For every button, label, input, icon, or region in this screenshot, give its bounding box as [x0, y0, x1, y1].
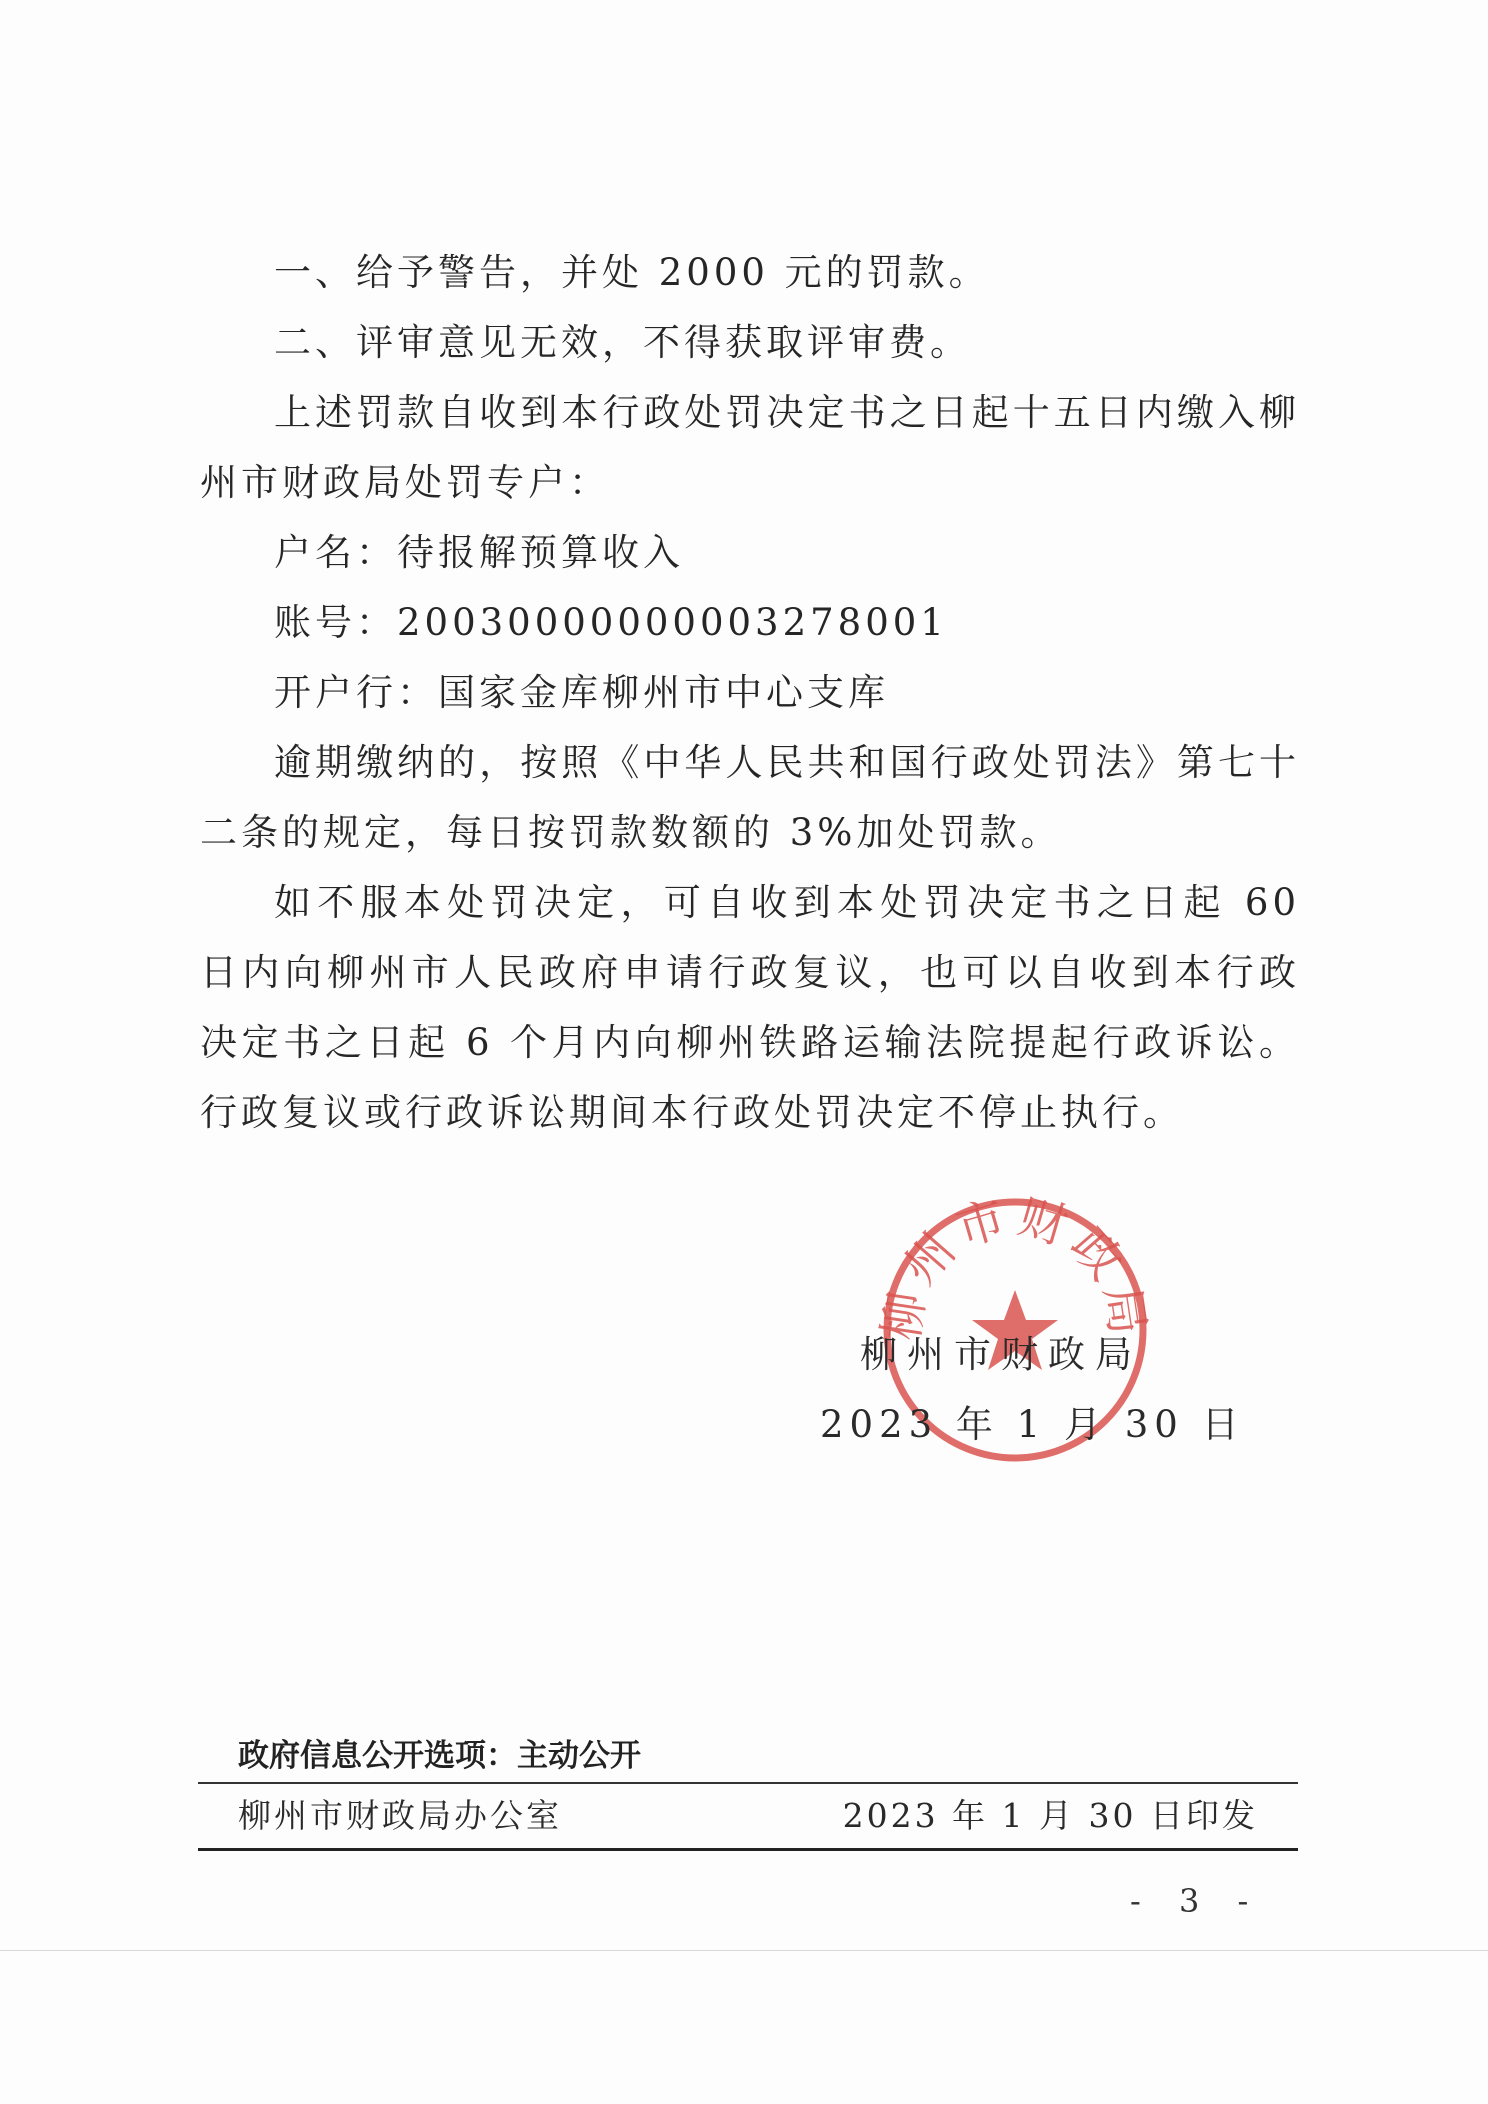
seal-text: 柳州市财政局 — [873, 1188, 1157, 1345]
penalty-item-1: 一、给予警告，并处 2000 元的罚款。 — [274, 251, 990, 294]
page-bottom-edge — [0, 1950, 1488, 1951]
footer-divider-bottom — [198, 1848, 1298, 1851]
penalty-item-2: 二、评审意见无效，不得获取评审费。 — [274, 321, 971, 364]
page-number: - 3 - — [1130, 1882, 1263, 1920]
document-footer — [198, 1730, 1298, 1851]
signature-date: 2023 年 1 月 30 日 — [820, 1403, 1245, 1446]
decision-body — [200, 238, 1300, 1148]
issuance-row — [198, 1784, 1298, 1848]
appeal-clause: 如不服本处罚决定，可自收到本处罚决定书之日起 60 日内向柳州市人民政府申请行政复议，也可以自收到本行政决定书之日起 6 个月内向柳州铁路运输法院提起行政诉讼。行政复议或行政诉讼期间本行政处罚决定不停止执行。 — [200, 881, 1300, 1134]
issuance-date: 2023 年 1 月 30 日印发 — [842, 1796, 1258, 1835]
late-payment-clause: 逾期缴纳的，按照《中华人民共和国行政处罚法》第七十二条的规定，每日按罚款数额的 3%加处罚款。 — [200, 741, 1300, 854]
issuing-organization: 柳州市财政局 — [860, 1333, 1142, 1376]
issuing-office: 柳州市财政局办公室 — [238, 1796, 562, 1835]
signature-block — [800, 1188, 1245, 1490]
account-number: 账号：20030000000003278001 — [274, 601, 948, 644]
account-name: 户名：待报解预算收入 — [274, 531, 684, 574]
disclosure-option: 政府信息公开选项：主动公开 — [238, 1738, 641, 1774]
bank-name: 开户行：国家金库柳州市中心支库 — [274, 671, 889, 714]
payment-instruction: 上述罚款自收到本行政处罚决定书之日起十五日内缴入柳州市财政局处罚专户： — [200, 391, 1300, 504]
